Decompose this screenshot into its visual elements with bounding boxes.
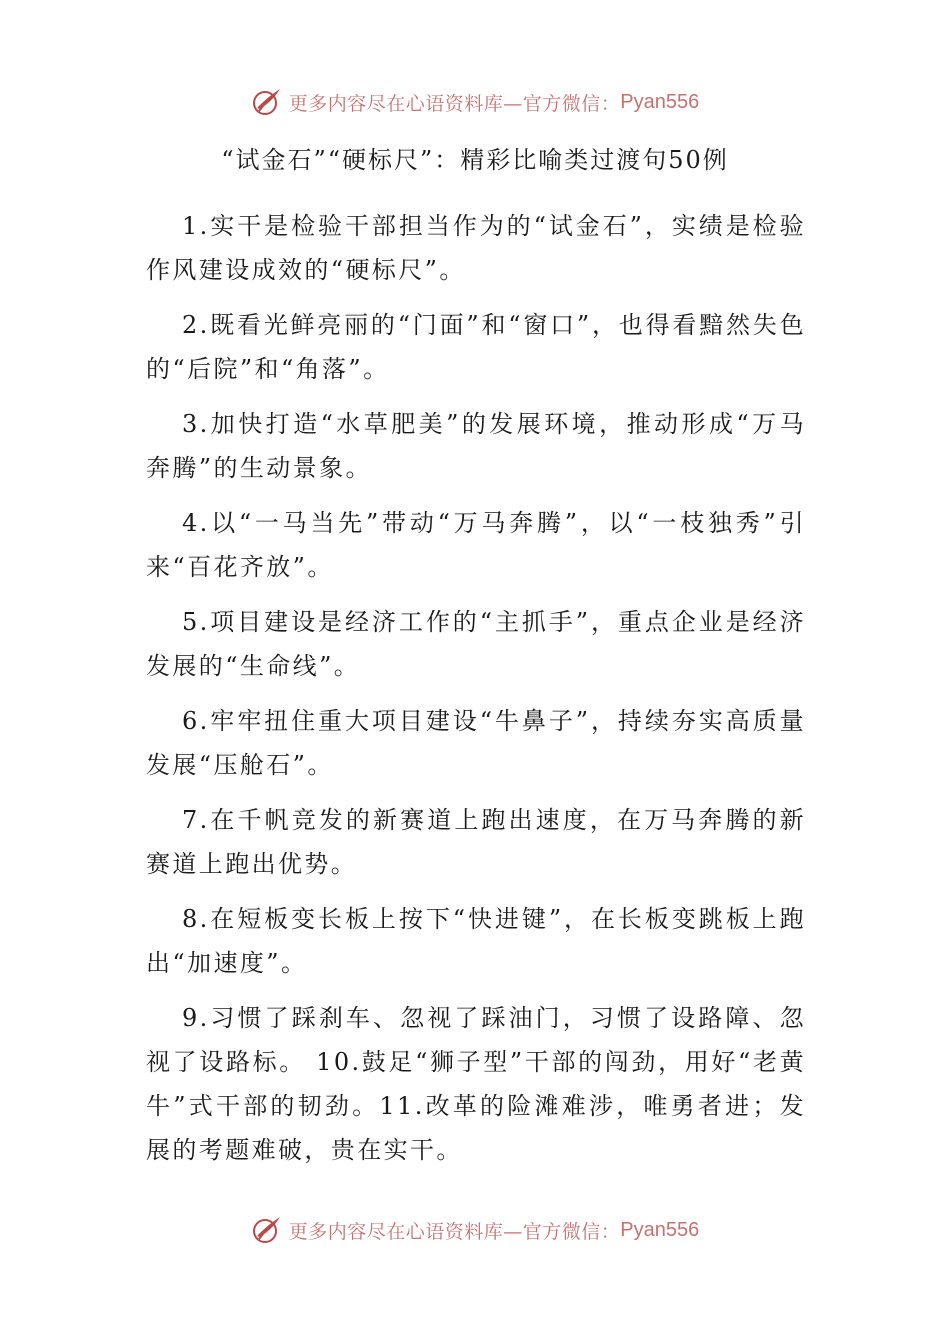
quill-logo-icon <box>251 1214 283 1246</box>
quill-logo-icon <box>251 86 283 118</box>
wechat-id: Pyan556 <box>620 1218 700 1241</box>
paragraph: 5.项目建设是经济工作的“主抓手”，重点企业是经济发展的“生命线”。 <box>146 608 806 680</box>
paragraph: 6.牢牢扭住重大项目建设“牛鼻子”，持续夯实高质量发展“压舱石”。 <box>146 707 806 779</box>
page-title: “试金石”“硬标尺”：精彩比喻类过渡句50例 <box>221 146 729 174</box>
wechat-id: Pyan556 <box>620 90 700 113</box>
banner-text: 更多内容尽在心语资料库—官方微信： <box>288 92 621 115</box>
article-body <box>146 204 806 1183</box>
paragraph: 1.实干是检验干部担当作为的“试金石”，实绩是检验作风建设成效的“硬标尺”。 <box>146 212 806 284</box>
banner-text: 更多内容尽在心语资料库—官方微信： <box>288 1220 621 1243</box>
paragraph: 4.以“一马当先”带动“万马奔腾”，以“一枝独秀”引来“百花齐放”。 <box>146 509 806 581</box>
paragraph: 3.加快打造“水草肥美”的发展环境，推动形成“万马奔腾”的生动景象。 <box>146 410 806 482</box>
paragraph: 7.在千帆竞发的新赛道上跑出速度，在万马奔腾的新赛道上跑出优势。 <box>146 806 806 878</box>
header-banner <box>0 82 950 122</box>
paragraph: 2.既看光鲜亮丽的“门面”和“窗口”，也得看黯然失色的“后院”和“角落”。 <box>146 311 806 383</box>
paragraph: 8.在短板变长板上按下“快进键”，在长板变跳板上跑出“加速度”。 <box>146 905 806 977</box>
paragraph: 9.习惯了踩刹车、忽视了踩油门，习惯了设路障、忽视了设路标。 10.鼓足“狮子型”干部的闯劲，用好“老黄牛”式干部的韧劲。11.改革的险滩难涉，唯勇者进；发展的考题难破，贵在实干。 <box>146 1004 806 1164</box>
footer-banner <box>0 1210 950 1250</box>
